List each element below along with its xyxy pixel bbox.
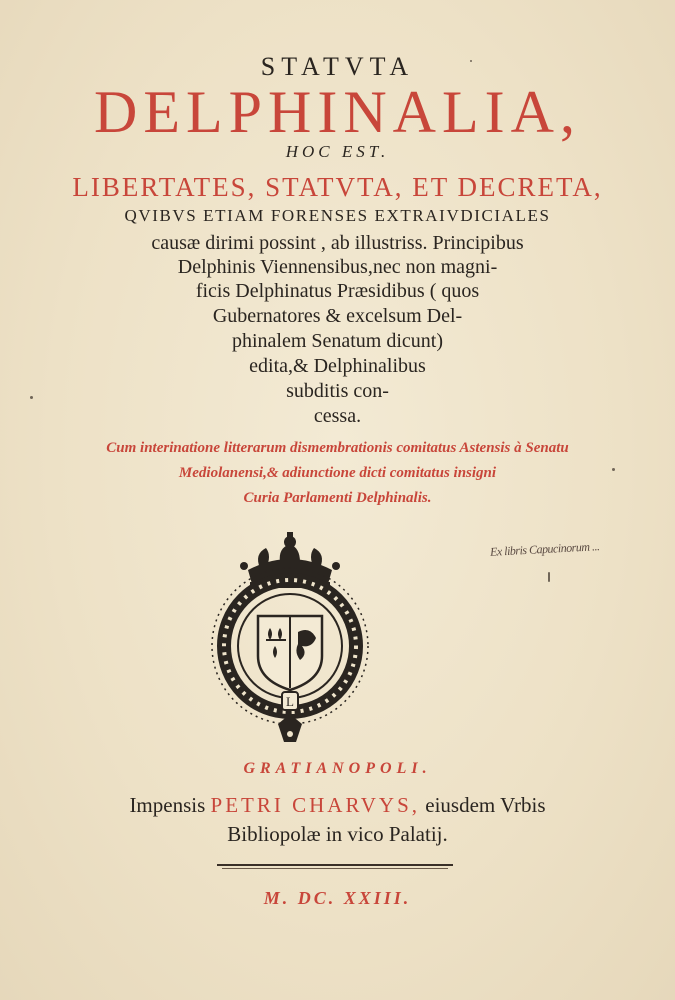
title-libertates: LIBERTATES, STATVTA, ET DECRETA,	[72, 172, 603, 202]
imprint-eiusdem: eiusdem Vrbis	[425, 793, 546, 817]
title-hoc-est: HOC EST.	[285, 142, 390, 161]
imprint-city: GRATIANOPOLI.	[243, 760, 432, 777]
title-line-delphinis: Delphinis Viennensibus,nec non magni-	[177, 256, 498, 278]
svg-text:L: L	[286, 694, 294, 709]
title-line-phinalem: phinalem Senatum dicunt)	[231, 330, 444, 352]
imprint-publisher-line	[0, 793, 675, 818]
title-line-subditis: subditis con-	[286, 380, 389, 402]
title-delphinalia: DELPHINALIA,	[94, 79, 581, 145]
imprint-date: M. DC. XXIII.	[263, 888, 412, 908]
title-line-cessa: cessa.	[313, 405, 362, 427]
divider-rule	[217, 864, 453, 866]
rubric-line-2: Mediolanensi,& adiunctione dicti comitatus insigni	[178, 465, 497, 481]
title-line-ficis: ficis Delphinatus Præsidibus ( quos	[195, 280, 480, 302]
divider-rule-thin	[222, 868, 448, 869]
rubric-line-1: Cum interinatione litterarum dismembrationis comitatus Astensis à Senatu	[106, 440, 569, 456]
imprint-bibliopolae: Bibliopolæ in vico Palatij.	[227, 822, 448, 846]
title-quibus: QVIBVS ETIAM FORENSES EXTRAIVDICIALES	[124, 206, 551, 225]
title-line-gubernatores: Gubernatores & excelsum Del-	[212, 305, 463, 327]
imprint-impensis: Impensis	[129, 793, 206, 817]
rubric-line-3: Curia Parlamenti Delphinalis.	[243, 490, 432, 506]
title-line-causae: causæ dirimi possint , ab illustriss. Principibus	[151, 232, 524, 254]
imprint-printer-name: PETRI CHARVYS,	[210, 793, 421, 817]
title-statuta: STATVTA	[260, 52, 415, 81]
title-line-edita: edita,& Delphinalibus	[249, 355, 426, 377]
printers-device-emblem-icon	[200, 528, 380, 750]
handwritten-margin-note: Ex libris Capucinorum ...	[489, 539, 600, 559]
